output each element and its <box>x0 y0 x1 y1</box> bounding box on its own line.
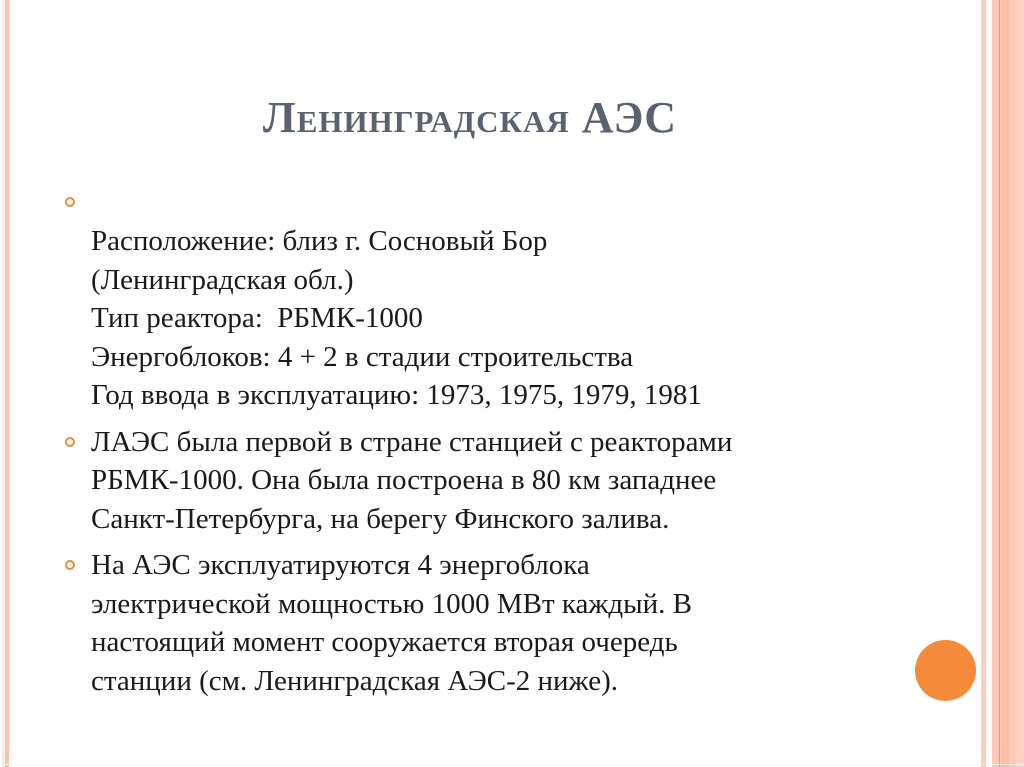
right-border-block-inner <box>1001 0 1009 767</box>
right-border-stripe-thin <box>981 0 986 767</box>
bullet-circle-icon <box>65 197 75 207</box>
fact-region: (Ленинградская обл.) <box>91 263 354 296</box>
bullet-item-operation <box>64 546 914 700</box>
bullet-line: Санкт-Петербурга, на берегу Финского залива. <box>91 502 670 535</box>
bullet-line: электрической мощностью 1000 МВт каждый. В <box>91 587 693 620</box>
fact-reactor-type: Тип реактора: РБМК-1000 <box>91 302 423 334</box>
slide-body <box>64 188 914 708</box>
fact-commission-years: Год ввода в эксплуатацию: 1973, 1975, 1979, 1981 <box>91 379 702 411</box>
fact-location: Расположение: близ г. Сосновый Бор <box>91 225 548 257</box>
slide-title: Ленинградская АЭС <box>262 93 678 142</box>
bullet-circle-icon <box>65 560 75 570</box>
bullet-circle-icon <box>65 437 75 447</box>
bullet-line: На АЭС эксплуатируются 4 энергоблока <box>91 549 590 581</box>
right-border-line-dark <box>999 0 1000 767</box>
bullet-item-history <box>64 423 914 539</box>
bullet-lines <box>91 188 914 415</box>
right-border-block-edge <box>1016 0 1024 767</box>
bullet-line: настоящий момент сооружается вторая очередь <box>91 626 678 658</box>
bullet-item-facts <box>64 188 914 415</box>
bullet-line: станции (см. Ленинградская АЭС-2 ниже). <box>91 664 618 697</box>
bullet-line: ЛАЭС была первой в стране станцией с реакторами <box>91 425 733 458</box>
fact-power-units: Энергоблоков: 4 + 2 в стадии строительства <box>91 340 634 373</box>
decorative-orange-circle <box>915 640 976 701</box>
bottom-divider <box>0 764 1024 765</box>
bullet-line: РБМК-1000. Она была построена в 80 км западнее <box>91 464 717 496</box>
